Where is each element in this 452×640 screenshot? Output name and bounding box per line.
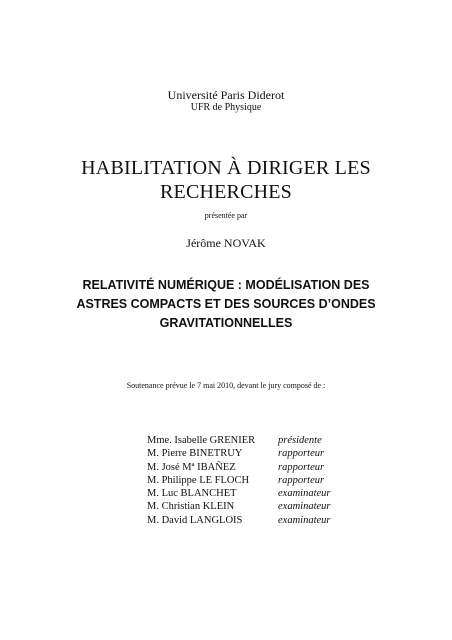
jury-member bbox=[147, 461, 331, 474]
thesis-title-line-3: GRAVITATIONNELLES bbox=[159, 316, 293, 330]
thesis-title-line-1: RELATIVITÉ NUMÉRIQUE : MODÉLISATION DES bbox=[82, 278, 370, 292]
document-title-line-1: HABILITATION À DIRIGER LES bbox=[81, 157, 371, 179]
university-name: Université Paris Diderot bbox=[167, 88, 285, 102]
thesis-title-line-2: ASTRES COMPACTS ET DES SOURCES D’ONDES bbox=[76, 297, 376, 311]
jury-member-role: rapporteur bbox=[278, 461, 325, 473]
jury-member-role: examinateur bbox=[278, 488, 331, 500]
jury-list bbox=[147, 434, 331, 527]
jury-member-role: présidente bbox=[278, 435, 322, 446]
defense-note: Soutenance prévue le 7 mai 2010, devant le jury composé de : bbox=[126, 381, 326, 390]
jury-member-name: M. Philippe LE FLOCH bbox=[147, 474, 250, 486]
jury-member-name: M. Luc BLANCHET bbox=[147, 488, 237, 500]
document-title-line-2: RECHERCHES bbox=[159, 181, 293, 203]
jury-member bbox=[147, 434, 331, 447]
jury-member-role: examinateur bbox=[278, 501, 331, 513]
jury-member-role: examinateur bbox=[278, 514, 331, 526]
jury-member-name: M. José Mª IBAÑEZ bbox=[147, 461, 236, 473]
thesis-title bbox=[0, 276, 452, 333]
jury-member-name: M. Pierre BINETRUY bbox=[147, 448, 243, 460]
jury-member bbox=[147, 447, 331, 460]
jury-member-role: rapporteur bbox=[278, 448, 325, 460]
jury-member-role: rapporteur bbox=[278, 474, 325, 486]
author-name: Jérôme NOVAK bbox=[186, 236, 266, 250]
document-title bbox=[0, 156, 452, 204]
presented-by-label: présentée par bbox=[204, 211, 248, 220]
department-name: UFR de Physique bbox=[190, 102, 262, 113]
jury-member bbox=[147, 514, 331, 527]
jury-member-name: Mme. Isabelle GRENIER bbox=[147, 435, 256, 446]
jury-member-name: M. Christian KLEIN bbox=[147, 501, 235, 513]
jury-member bbox=[147, 487, 331, 500]
jury-member bbox=[147, 474, 331, 487]
jury-member-name: M. David LANGLOIS bbox=[147, 514, 243, 526]
jury-member bbox=[147, 500, 331, 513]
